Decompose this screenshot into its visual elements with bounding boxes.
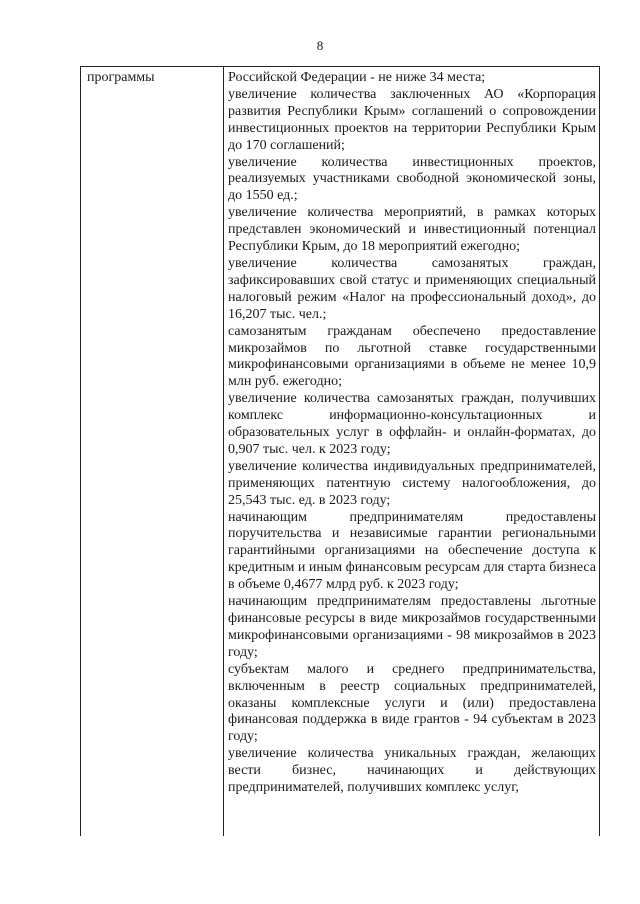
- page-number: 8: [316, 38, 324, 53]
- table-paragraph: начинающим предпринимателям предоставлены поручительства и независимые гарантии региональными гарантийными организациями на обеспечение доступа к кредитным и иным финансовым ресурсам для старта бизнеса в объеме 0,4677 млрд руб. к 2023 году;: [228, 509, 596, 593]
- table-paragraph: увеличение количества самозанятых граждан, получивших комплекс информационно-консультационных и образовательных услуг в оффлайн- и онлайн-форматах, до 0,907 тыс. чел. к 2023 году;: [228, 391, 596, 457]
- table-cell-content: [224, 67, 599, 797]
- table-paragraph: увеличение количества мероприятий, в рамках которых представлен экономический и инвестиционный потенциал Республики Крым, до 18 мероприятий ежегодно;: [228, 205, 596, 255]
- table-paragraph: самозанятым гражданам обеспечено предоставление микрозаймов по льготной ставке государственными микрофинансовыми организациями в объеме не менее 10,9 млн руб. ежегодно;: [228, 323, 596, 390]
- table-paragraph: Российской Федерации - не ниже 34 места;: [228, 70, 486, 85]
- table-paragraph: увеличение количества уникальных граждан, желающих вести бизнес, начинающих и действующих предпринимателей, получивших комплекс услуг,: [228, 746, 596, 796]
- table-paragraph: увеличение количества самозанятых граждан, зафиксировавших свой статус и применяющих специальный налоговый режим «Налог на профессиональный доход», до 16,207 тыс. чел.;: [228, 255, 596, 322]
- table-paragraph: увеличение количества заключенных АО «Корпорация развития Республики Крым» соглашений о сопровождении инвестиционных проектов на территории Республики Крым до 170 соглашений;: [228, 86, 596, 153]
- table-paragraph: увеличение количества инвестиционных проектов, реализуемых участниками свободной экономической зоны, до 1550 ед.;: [228, 154, 596, 204]
- table-cell-label: программы: [81, 67, 224, 836]
- document-table: [80, 66, 600, 836]
- table-paragraph: начинающим предпринимателям предоставлены льготные финансовые ресурсы в виде микрозаймов государственными микрофинансовыми организациями - 98 микрозаймов в 2023 году;: [228, 594, 596, 660]
- table-paragraph: субъектам малого и среднего предпринимательства, включенным в реестр социальных предпринимателей, оказаны комплексные услуги и (или) предоставлена финансовая поддержка в виде грантов - 94 субъектам в 2023 году;: [228, 661, 596, 745]
- table-paragraph: увеличение количества индивидуальных предпринимателей, применяющих патентную систему налогообложения, до 25,543 тыс. ед. в 2023 году;: [228, 458, 596, 508]
